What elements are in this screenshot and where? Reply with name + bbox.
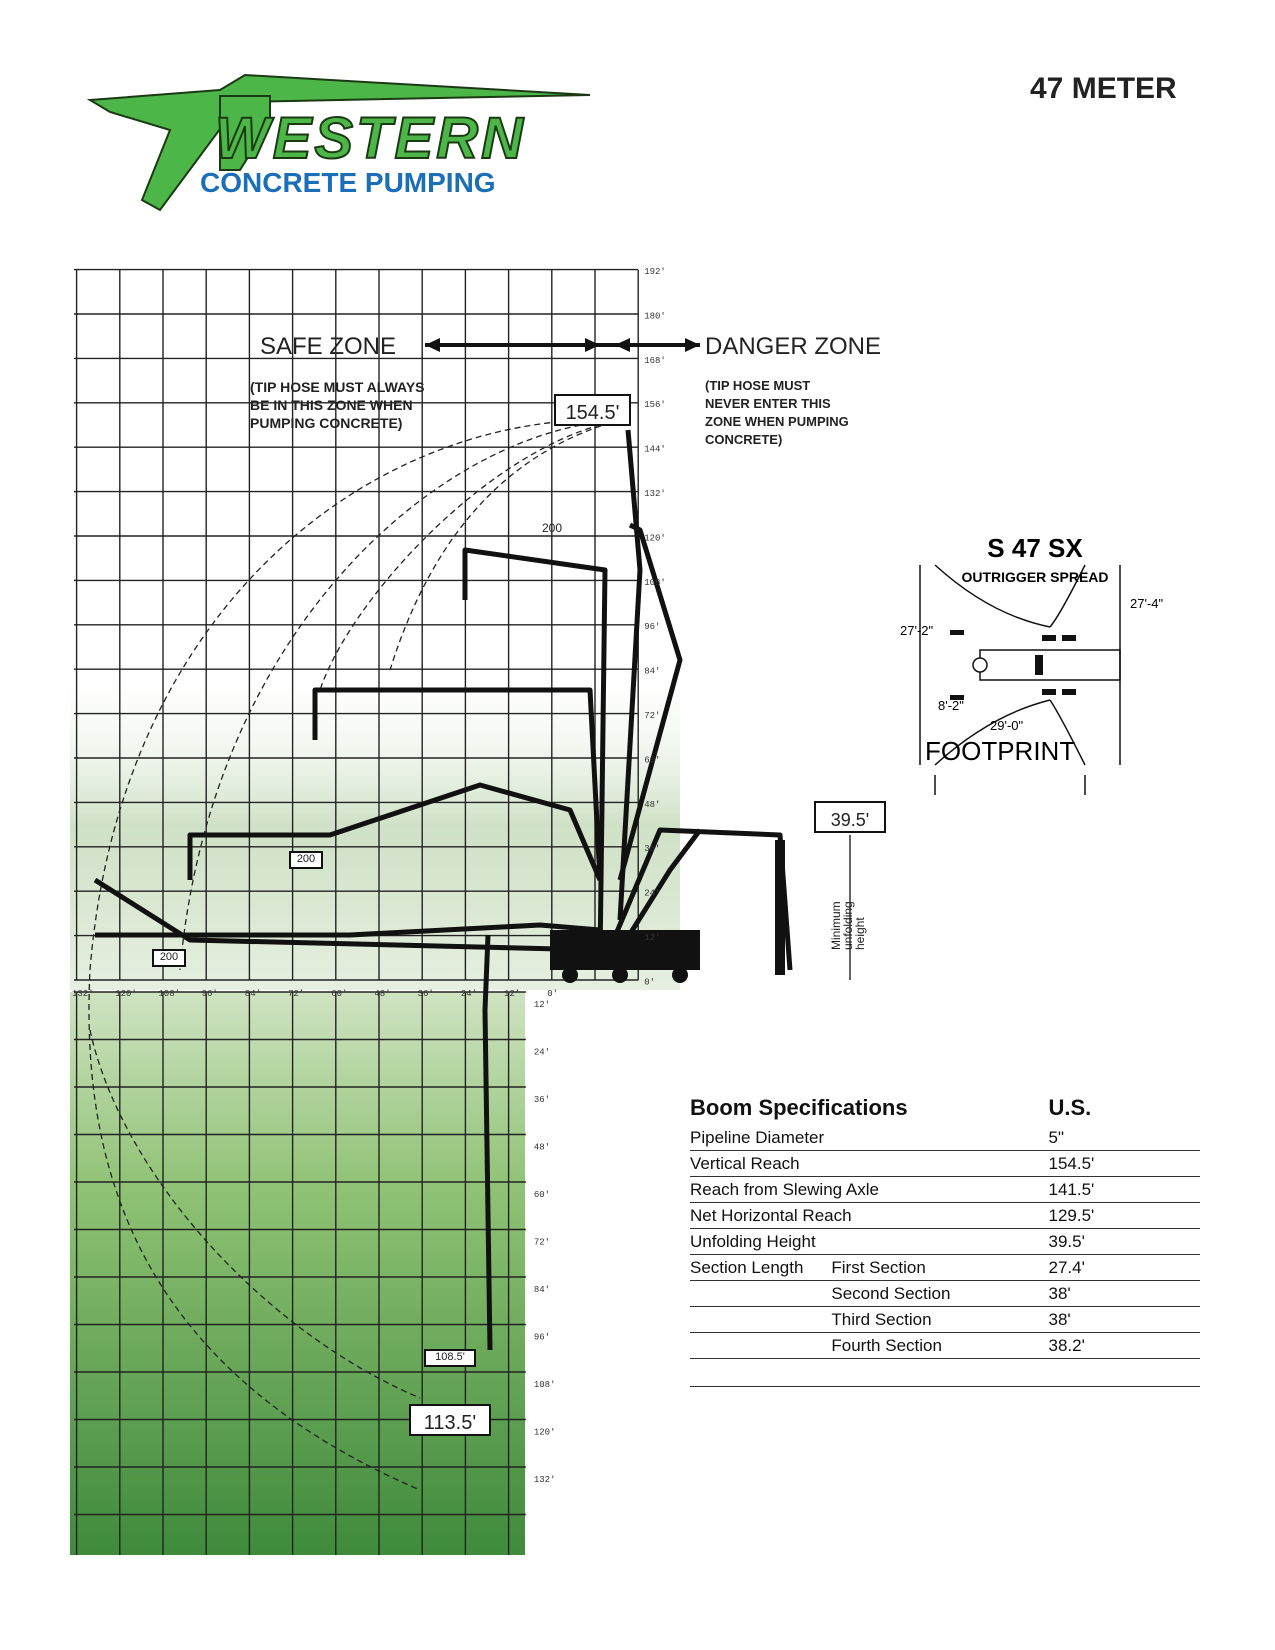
height-tick-label: 168' — [644, 355, 666, 366]
height-tick-label: 96' — [644, 622, 661, 633]
truck-body — [550, 930, 700, 970]
spec-sublabel: Second Section — [831, 1281, 1048, 1307]
logo-word: WESTERN — [215, 106, 526, 171]
arrow-head — [685, 338, 700, 352]
spec-value: 38.2' — [1049, 1333, 1201, 1359]
angle-label-2: 200 — [159, 951, 179, 963]
spec-value: 141.5' — [1049, 1177, 1201, 1203]
spec-sublabel: Third Section — [831, 1307, 1048, 1333]
depth-value-2: 113.5' — [423, 1412, 477, 1434]
spec-row — [690, 1333, 1200, 1359]
model-title: 47 METER — [1030, 72, 1177, 105]
spec-value: 5" — [1049, 1125, 1201, 1151]
danger-zone-note: CONCRETE) — [705, 432, 783, 447]
dim-front: 27'-4" — [1130, 596, 1164, 611]
truck-wheel — [612, 967, 628, 983]
depth-tick-label: 96' — [533, 1332, 551, 1343]
safe-zone-note: (TIP HOSE MUST ALWAYS — [250, 379, 425, 395]
height-tick-label: 144' — [644, 444, 666, 455]
spec-row — [690, 1177, 1200, 1203]
horiz-tick-label: 84' — [244, 989, 262, 999]
depth-value-1: 108.5' — [435, 1351, 465, 1363]
height-tick-label: 36' — [644, 844, 661, 855]
unfolding-height-value: 39.5' — [830, 810, 870, 830]
grid — [70, 270, 680, 1555]
spec-row — [690, 1307, 1200, 1333]
spec-label: Reach from Slewing Axle — [690, 1177, 1049, 1203]
depth-tick-label: 36' — [533, 1095, 551, 1105]
spec-label — [690, 1333, 831, 1359]
height-tick-label: 48' — [644, 799, 661, 810]
reach-arc — [390, 420, 620, 670]
safe-zone-note: BE IN THIS ZONE WHEN — [250, 397, 413, 413]
angle-label-3: 200 — [542, 521, 563, 535]
danger-zone-note: NEVER ENTER THIS — [705, 396, 831, 411]
dim-length: 29'-0" — [990, 718, 1024, 733]
depth-tick-label: 84' — [533, 1285, 551, 1295]
height-tick-label: 108' — [644, 577, 666, 588]
truck-wheel — [562, 967, 578, 983]
safe-zone-note: PUMPING CONCRETE) — [250, 415, 403, 431]
height-tick-label: 24' — [644, 888, 661, 899]
spec-label: Section Length — [690, 1255, 831, 1281]
spec-value: 129.5' — [1049, 1203, 1201, 1229]
depth-tick-label: 132' — [533, 1475, 556, 1485]
footprint-subtitle: OUTRIGGER SPREAD — [961, 569, 1109, 585]
spec-label: Pipeline Diameter — [690, 1125, 1049, 1151]
height-tick-label: 72' — [644, 711, 661, 721]
horiz-tick-label: 48' — [374, 989, 391, 999]
depth-tick-label: 24' — [533, 1047, 551, 1058]
spec-label: Net Horizontal Reach — [690, 1203, 1049, 1229]
spec-label — [690, 1281, 831, 1307]
outrigger-footprint — [900, 525, 1200, 815]
depth-tick-label: 12' — [533, 1000, 551, 1010]
danger-zone-label: DANGER ZONE — [705, 333, 882, 360]
spec-value: 27.4' — [1049, 1255, 1201, 1281]
horiz-tick-label: 12' — [504, 989, 521, 999]
min-unfold-label: height — [853, 917, 867, 950]
min-unfold-label: Minimum — [829, 901, 843, 950]
safe-zone-label: SAFE ZONE — [260, 333, 397, 360]
horiz-tick-label: 0' — [547, 989, 559, 999]
spec-row — [690, 1125, 1200, 1151]
arrow-head — [585, 338, 600, 352]
outrigger-leg — [775, 840, 785, 975]
height-tick-label: 84' — [644, 666, 661, 677]
spec-label: Vertical Reach — [690, 1151, 1049, 1177]
horiz-tick-label: 120' — [115, 989, 137, 999]
height-tick-label: 180' — [644, 311, 666, 322]
horiz-tick-label: 24' — [460, 989, 478, 999]
arrow-head — [425, 338, 440, 352]
danger-zone-note: ZONE WHEN PUMPING — [705, 414, 849, 429]
specs-title: Boom Specifications — [690, 1095, 908, 1120]
depth-tick-label: 48' — [533, 1142, 551, 1153]
horiz-tick-label: 132' — [72, 989, 94, 999]
spec-value: 38' — [1049, 1307, 1201, 1333]
danger-zone-note: (TIP HOSE MUST — [705, 378, 811, 393]
depth-tick-label: 108' — [533, 1380, 556, 1390]
truck-wheel — [672, 967, 688, 983]
horiz-tick-label: 36' — [417, 989, 434, 999]
spec-label: Unfolding Height — [690, 1229, 1049, 1255]
height-tick-label: 60' — [644, 755, 661, 766]
spec-sublabel: Fourth Section — [831, 1333, 1048, 1359]
footprint-model: S 47 SX — [987, 533, 1083, 563]
spec-row — [690, 1151, 1200, 1177]
height-tick-label: 192' — [644, 267, 666, 277]
logo-sub: CONCRETE PUMPING — [200, 167, 496, 198]
ground-band — [70, 992, 525, 1555]
specs-table — [690, 1095, 1200, 1387]
height-tick-label: 156' — [644, 400, 666, 411]
horiz-tick-label: 108' — [158, 989, 181, 999]
spec-row-blank — [690, 1359, 1200, 1387]
dim-short: 8'-2" — [938, 698, 964, 713]
height-tick-label: 120' — [644, 533, 666, 544]
spec-label — [690, 1307, 831, 1333]
reach-arc — [320, 420, 620, 690]
horiz-tick-label: 72' — [288, 989, 305, 999]
spec-value: 38' — [1049, 1281, 1201, 1307]
spec-row — [690, 1255, 1200, 1281]
horiz-tick-label: 96' — [201, 989, 218, 999]
spec-row — [690, 1229, 1200, 1255]
height-tick-label: 132' — [644, 489, 666, 499]
horiz-tick-label: 60' — [331, 989, 348, 999]
depth-tick-label: 72' — [533, 1237, 551, 1248]
spec-value: 39.5' — [1049, 1229, 1201, 1255]
dim-rear: 27'-2" — [900, 623, 934, 638]
depth-tick-label: 60' — [533, 1190, 551, 1200]
spec-row — [690, 1203, 1200, 1229]
depth-tick-label: 120' — [533, 1427, 556, 1438]
spec-value: 154.5' — [1049, 1151, 1201, 1177]
vertical-reach-value: 154.5' — [565, 402, 620, 424]
arrow-head — [615, 338, 630, 352]
min-unfold-label: unfolding — [841, 901, 855, 950]
boom-specifications — [690, 1095, 1200, 1387]
spec-row — [690, 1281, 1200, 1307]
height-tick-label: 12' — [644, 933, 661, 943]
western-logo — [70, 70, 630, 230]
footprint-label: FOOTPRINT — [925, 736, 1076, 766]
specs-units: U.S. — [1048, 1095, 1092, 1120]
angle-label-1: 200 — [296, 853, 316, 865]
spec-sublabel: First Section — [831, 1255, 1048, 1281]
height-tick-label: 0' — [644, 977, 656, 988]
